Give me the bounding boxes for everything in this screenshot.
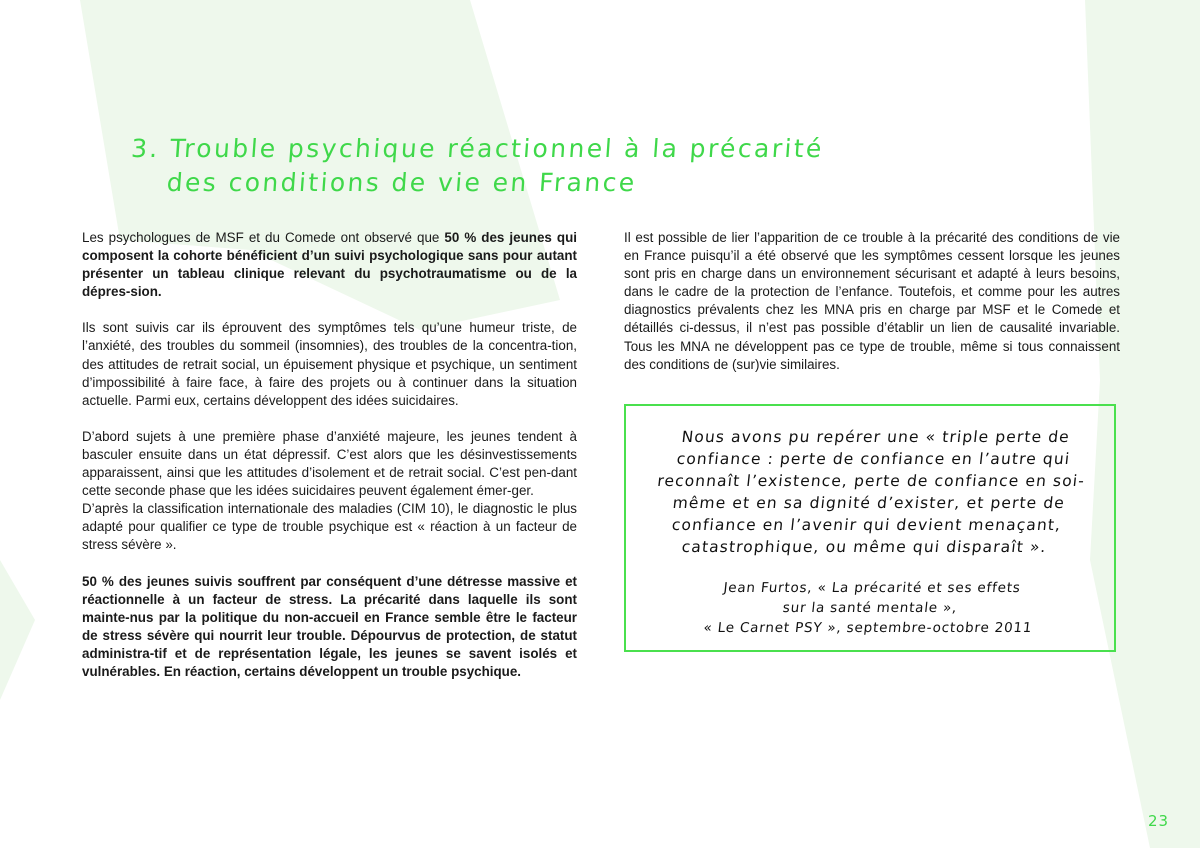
section-title-line2: des conditions de vie en France [165, 168, 638, 197]
quote-source-line3: « Le Carnet PSY », septembre-octobre 2011 [702, 620, 1034, 636]
quote-source [643, 578, 1097, 638]
paragraph-1-bold: 50 % des jeunes qui composent la cohorte bénéficient d’un suivi psychologique sans pour autant présenter un tableau clinique relevant du psychotraumatisme ou de la dépres-sion. [82, 230, 577, 300]
page-number: 23 [1148, 812, 1170, 830]
paragraph-5: 50 % des jeunes suivis souffrent par conséquent d’une détresse massive et réactionnelle à un facteur de stress. La précarité dans laquelle ils sont mainte-nus par la politique du non-accueil en France semble être le facteur de stress sévère qui nourrit leur trouble. Dépourvus de protection, de statut administra-tif et de représentation légale, les jeunes se savent isolés et vulnérables. En réaction, certains développent un trouble psychique. [82, 573, 577, 679]
left-column [82, 229, 577, 699]
quote-source-line1: Jean Furtos, « La précarité et ses effets [722, 580, 1022, 596]
paragraph-1 [82, 229, 577, 301]
paragraph-3: D’abord sujets à une première phase d’anxiété majeure, les jeunes tendent à basculer ensuite dans un état dépressif. C’est alors que les désinvestissements apparaissent, ainsi que les attitudes d’isolement et de retrait social. C’est pen-dant cette seconde phase que les idées suicidaires peuvent également émer-ger. [82, 428, 577, 499]
paragraph-2: Ils sont suivis car ils éprouvent des symptômes tels qu’une humeur triste, de l’anxiété, des troubles du sommeil (insomnies), des troubles de la concentra-tion, des attitudes de retrait social, un épuisement physique et psychique, un sentiment d’impossibilité à faire face, à faire des projets ou à continuer dans la situation actuelle. Parmi eux, certains développent des idées suicidaires. [82, 320, 577, 408]
quote-box [624, 404, 1116, 652]
quote-text: Nous avons pu repérer une « triple perte de confiance : perte de confiance en l’autre qui reconnaît l’existence, perte de confiance en soi-même et en sa dignité d’exister, et perte de confiance en l’avenir qui devient menaçant, catastrophique, ou même qui disparaît ». [656, 428, 1086, 556]
right-column [624, 229, 1120, 392]
paragraph-1-text: Les psychologues de MSF et du Comede ont observé que [82, 230, 445, 245]
section-title [128, 132, 833, 200]
paragraph-right-1: Il est possible de lier l’apparition de ce trouble à la précarité des conditions de vie en France puisqu’il a été observé que les symptômes cessent lorsque les jeunes sont pris en charge dans un environnement sécurisant et adapté à leurs besoins, dans le cadre de la protection de l’enfance. Toutefois, et comme pour les autres diagnostics prévalents chez les MNA pris en charge par MSF et le Comede et détaillés ci-dessus, il n’est pas possible d’établir un lien de causalité invariable. Tous les MNA ne développent pas ce type de trouble, même si tous connaissent des conditions de (sur)vie similaires. [624, 230, 1120, 372]
paragraph-4: D’après la classification internationale des maladies (CIM 10), le diagnostic le plus adapté pour qualifier ce type de trouble psychique est « réaction à un facteur de stress sévère ». [82, 501, 577, 553]
quote-source-line2: sur la santé mentale », [781, 600, 959, 616]
section-title-line1: 3. Trouble psychique réactionnel à la précarité [130, 134, 825, 163]
